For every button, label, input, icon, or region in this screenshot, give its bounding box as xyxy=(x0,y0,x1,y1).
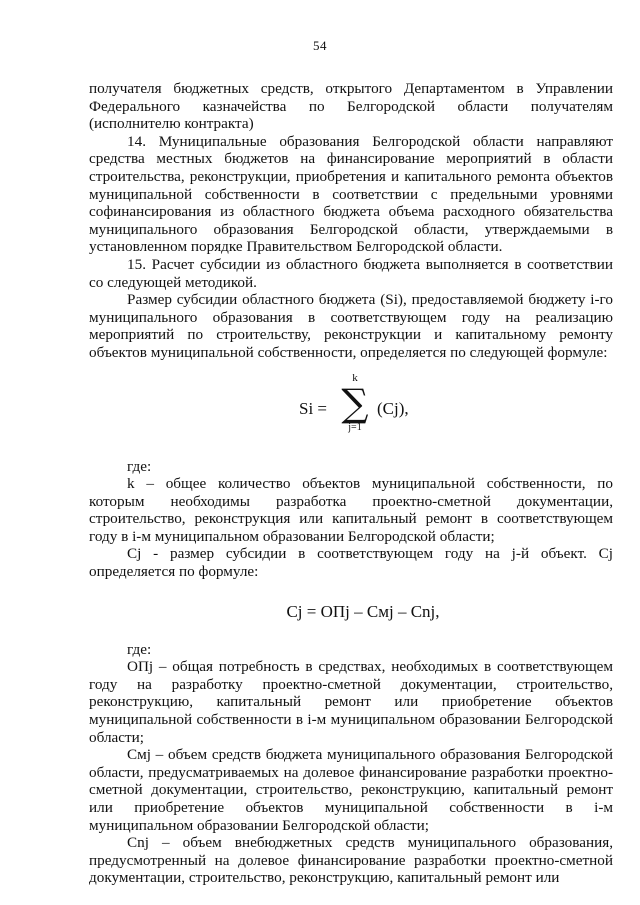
paragraph-subsidy-size: Размер субсидии областного бюджета (Si), предоставляемой бюджету i-го муниципального образования в соответствующем году на реализацию мероприятий по строительству, реконструкции и капитальному ремонту объектов муниципальной собственности, определяется по следующей формуле: xyxy=(89,291,613,361)
formula-si-lhs: Si = xyxy=(299,398,328,418)
paragraph-15: 15. Расчет субсидии из областного бюджета выполняется в соответствии со следующей методикой. xyxy=(89,255,613,291)
definition-k: k – общее количество объектов муниципальной собственности, по которым необходимы разработка проектно-сметной документации, строительство, реконструкция или капитальный ремонт в соответствующем году в i-м муниципальном образовании Белгородской области; xyxy=(89,475,613,545)
summation-sign: ∑ xyxy=(341,380,369,425)
summation xyxy=(339,372,371,434)
where-label-1: где: xyxy=(127,457,152,475)
formula-si-rhs: (Cj), xyxy=(377,398,409,418)
summation-lower-limit: j=1 xyxy=(348,421,362,433)
document-body xyxy=(89,80,613,887)
paragraph-14: 14. Муниципальные образования Белгородской области направляют средства местных бюджетов на финансирование мероприятий в области строительства, реконструкции, приобретения и капитального ремонта объектов муниципальной собственности в соответствии с предельными уровнями софинансирования из областного бюджета объема расходного обязательства муниципального образования Белгородской области, утверждаемыми в установленном порядке Правительством Белгородской области. xyxy=(89,132,613,256)
definition-cj: Cj - размер субсидии в соответствующем году на j-й объект. Cj определяется по формуле: xyxy=(89,545,613,581)
paragraph-recipient: получателя бюджетных средств, открытого Департаментом в Управлении Федерального казначейства по Белгородской области получателям (исполнителю контракта) xyxy=(89,80,613,133)
summation-upper-limit: k xyxy=(352,371,358,384)
definition-cnj: Cnj – объем внебюджетных средств муниципального образования, предусмотренный на долевое финансирование разработки проектно-сметной документации, строительство, реконструкцию, капитальный ремонт или xyxy=(89,834,613,887)
page-number: 54 xyxy=(313,38,327,53)
definition-cmj: Смj – объем средств бюджета муниципального образования Белгородской области, предусматриваемых на долевое финансирование разработки проектно-сметной документации, строительство, реконструкцию, капитальный ремонт или приобретение объектов муниципальной собственности в i-м муниципальном образовании Белгородской области; xyxy=(89,746,613,834)
where-label-2: где: xyxy=(127,640,152,658)
formula-si xyxy=(89,366,613,458)
definition-opj: ОПj – общая потребность в средствах, необходимых в соответствующем году на разработку проектно-сметной документации, строительство, реконструкцию, капитальный ремонт или приобретение объектов муниципальной собственности в i-м муниципальном образовании Белгородской области; xyxy=(89,658,613,746)
formula-cj: Cj = ОПj – Смj – Cnj, xyxy=(286,601,440,621)
